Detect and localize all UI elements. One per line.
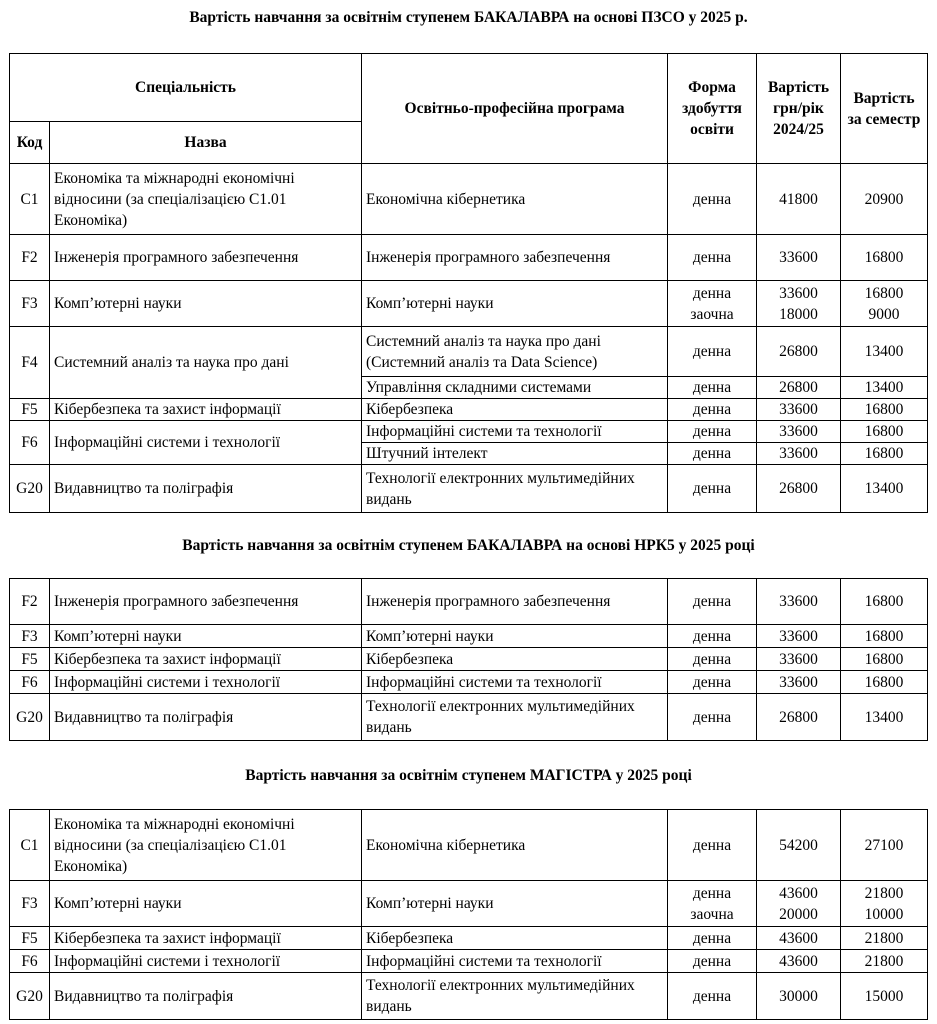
study-form: денна — [668, 443, 757, 465]
specialty-code: F2 — [10, 235, 50, 281]
study-form: денна — [668, 625, 757, 648]
header-form: Форма здобуття освіти — [668, 54, 757, 164]
study-form: денна заочна — [668, 281, 757, 327]
semester-price: 20900 — [841, 164, 928, 235]
specialty-name: Кібербезпека та захист інформації — [50, 927, 362, 950]
specialty-code: F3 — [10, 281, 50, 327]
semester-price: 21800 10000 — [841, 881, 928, 927]
study-form: денна — [668, 694, 757, 741]
semester-price: 21800 — [841, 950, 928, 973]
specialty-name: Інформаційні системи і технології — [50, 950, 362, 973]
program-name: Управління складними системами — [362, 377, 668, 399]
specialty-code: F6 — [10, 671, 50, 694]
table1-title: Вартість навчання за освітнім ступенем БАКАЛАВРА на основі ПЗСО у 2025 р. — [189, 9, 748, 26]
study-form: денна — [668, 164, 757, 235]
study-form: денна — [668, 648, 757, 671]
program-name: Інформаційні системи та технології — [362, 950, 668, 973]
study-form: денна — [668, 927, 757, 950]
table-row — [10, 950, 928, 973]
year-price: 26800 — [757, 465, 841, 513]
header-program: Освітньо-професійна програма — [362, 54, 668, 164]
year-price: 43600 20000 — [757, 881, 841, 927]
year-price: 26800 — [757, 694, 841, 741]
program-name: Технології електронних мультимедійних видань — [362, 465, 668, 513]
program-name: Інженерія програмного забезпечення — [362, 579, 668, 625]
table-row — [10, 625, 928, 648]
study-form: денна — [668, 950, 757, 973]
header-semester-price: Вартість за семестр — [841, 54, 928, 164]
table-row — [10, 973, 928, 1020]
specialty-name: Видавництво та поліграфія — [50, 973, 362, 1020]
specialty-code: F5 — [10, 927, 50, 950]
table3-title: Вартість навчання за освітнім ступенем МАГІСТРА у 2025 році — [245, 767, 692, 784]
table-row — [10, 648, 928, 671]
table-row — [10, 579, 928, 625]
year-price: 33600 — [757, 235, 841, 281]
year-price: 26800 — [757, 377, 841, 399]
semester-price: 16800 — [841, 671, 928, 694]
semester-price: 13400 — [841, 694, 928, 741]
program-name: Економічна кібернетика — [362, 810, 668, 881]
specialty-name: Кібербезпека та захист інформації — [50, 399, 362, 421]
header-year-price: Вартість грн/рік 2024/25 — [757, 54, 841, 164]
study-form: денна — [668, 671, 757, 694]
program-name: Комп’ютерні науки — [362, 625, 668, 648]
year-price: 26800 — [757, 327, 841, 377]
year-price: 33600 — [757, 579, 841, 625]
specialty-code: F5 — [10, 648, 50, 671]
specialty-code: G20 — [10, 465, 50, 513]
semester-price: 16800 — [841, 235, 928, 281]
specialty-code: C1 — [10, 810, 50, 881]
semester-price: 15000 — [841, 973, 928, 1020]
specialty-name: Інженерія програмного забезпечення — [50, 579, 362, 625]
table-bachelor-pzso — [9, 53, 928, 513]
table-row — [10, 927, 928, 950]
semester-price: 16800 — [841, 648, 928, 671]
program-name: Економічна кібернетика — [362, 164, 668, 235]
study-form: денна — [668, 327, 757, 377]
program-name: Кібербезпека — [362, 648, 668, 671]
specialty-name: Комп’ютерні науки — [50, 625, 362, 648]
study-form: денна — [668, 377, 757, 399]
semester-price: 16800 — [841, 399, 928, 421]
table-bachelor-nrk5 — [9, 578, 928, 741]
specialty-name: Економіка та міжнародні економічні відносини (за спеціалізацією С1.01 Економіка) — [50, 810, 362, 881]
specialty-code: F5 — [10, 399, 50, 421]
semester-price: 16800 — [841, 579, 928, 625]
specialty-code: F6 — [10, 421, 50, 465]
study-form: денна — [668, 421, 757, 443]
year-price: 43600 — [757, 950, 841, 973]
table-row — [10, 281, 928, 327]
program-name: Кібербезпека — [362, 927, 668, 950]
specialty-name: Інформаційні системи і технології — [50, 671, 362, 694]
table-row — [10, 327, 928, 377]
study-form: денна заочна — [668, 881, 757, 927]
study-form: денна — [668, 579, 757, 625]
header-name: Назва — [50, 122, 362, 164]
table-row — [10, 465, 928, 513]
specialty-name: Системний аналіз та наука про дані — [50, 327, 362, 399]
specialty-code: F3 — [10, 881, 50, 927]
year-price: 30000 — [757, 973, 841, 1020]
table-row — [10, 671, 928, 694]
program-name: Кібербезпека — [362, 399, 668, 421]
specialty-code: C1 — [10, 164, 50, 235]
semester-price: 16800 9000 — [841, 281, 928, 327]
specialty-code: F4 — [10, 327, 50, 399]
semester-price: 13400 — [841, 465, 928, 513]
program-name: Інформаційні системи та технології — [362, 671, 668, 694]
program-name: Комп’ютерні науки — [362, 281, 668, 327]
study-form: денна — [668, 973, 757, 1020]
study-form: денна — [668, 235, 757, 281]
table-row — [10, 810, 928, 881]
table-row — [10, 694, 928, 741]
study-form: денна — [668, 399, 757, 421]
table-master — [9, 809, 928, 1020]
program-name: Інженерія програмного забезпечення — [362, 235, 668, 281]
table2-title: Вартість навчання за освітнім ступенем БАКАЛАВРА на основі НРК5 у 2025 році — [182, 537, 755, 554]
program-name: Комп’ютерні науки — [362, 881, 668, 927]
year-price: 33600 — [757, 443, 841, 465]
year-price: 33600 — [757, 648, 841, 671]
specialty-name: Видавництво та поліграфія — [50, 465, 362, 513]
specialty-code: G20 — [10, 973, 50, 1020]
semester-price: 13400 — [841, 327, 928, 377]
specialty-name: Інженерія програмного забезпечення — [50, 235, 362, 281]
table-row — [10, 235, 928, 281]
specialty-code: F3 — [10, 625, 50, 648]
program-name: Системний аналіз та наука про дані (Системний аналіз та Data Science) — [362, 327, 668, 377]
program-name: Технології електронних мультимедійних видань — [362, 694, 668, 741]
table-row — [10, 421, 928, 443]
study-form: денна — [668, 465, 757, 513]
year-price: 33600 — [757, 671, 841, 694]
header-specialty: Спеціальність — [10, 54, 362, 122]
semester-price: 16800 — [841, 443, 928, 465]
table-row — [10, 164, 928, 235]
semester-price: 27100 — [841, 810, 928, 881]
semester-price: 13400 — [841, 377, 928, 399]
table-row — [10, 399, 928, 421]
table-row — [10, 881, 928, 927]
specialty-code: F6 — [10, 950, 50, 973]
specialty-name: Комп’ютерні науки — [50, 881, 362, 927]
semester-price: 16800 — [841, 421, 928, 443]
year-price: 33600 — [757, 421, 841, 443]
study-form: денна — [668, 810, 757, 881]
semester-price: 16800 — [841, 625, 928, 648]
specialty-name: Кібербезпека та захист інформації — [50, 648, 362, 671]
specialty-name: Комп’ютерні науки — [50, 281, 362, 327]
year-price: 41800 — [757, 164, 841, 235]
specialty-name: Інформаційні системи і технології — [50, 421, 362, 465]
year-price: 54200 — [757, 810, 841, 881]
specialty-code: G20 — [10, 694, 50, 741]
year-price: 43600 — [757, 927, 841, 950]
specialty-name: Економіка та міжнародні економічні відносини (за спеціалізацією С1.01 Економіка) — [50, 164, 362, 235]
program-name: Технології електронних мультимедійних видань — [362, 973, 668, 1020]
specialty-name: Видавництво та поліграфія — [50, 694, 362, 741]
header-code: Код — [10, 122, 50, 164]
program-name: Штучний інтелект — [362, 443, 668, 465]
year-price: 33600 — [757, 399, 841, 421]
semester-price: 21800 — [841, 927, 928, 950]
year-price: 33600 — [757, 625, 841, 648]
year-price: 33600 18000 — [757, 281, 841, 327]
specialty-code: F2 — [10, 579, 50, 625]
program-name: Інформаційні системи та технології — [362, 421, 668, 443]
